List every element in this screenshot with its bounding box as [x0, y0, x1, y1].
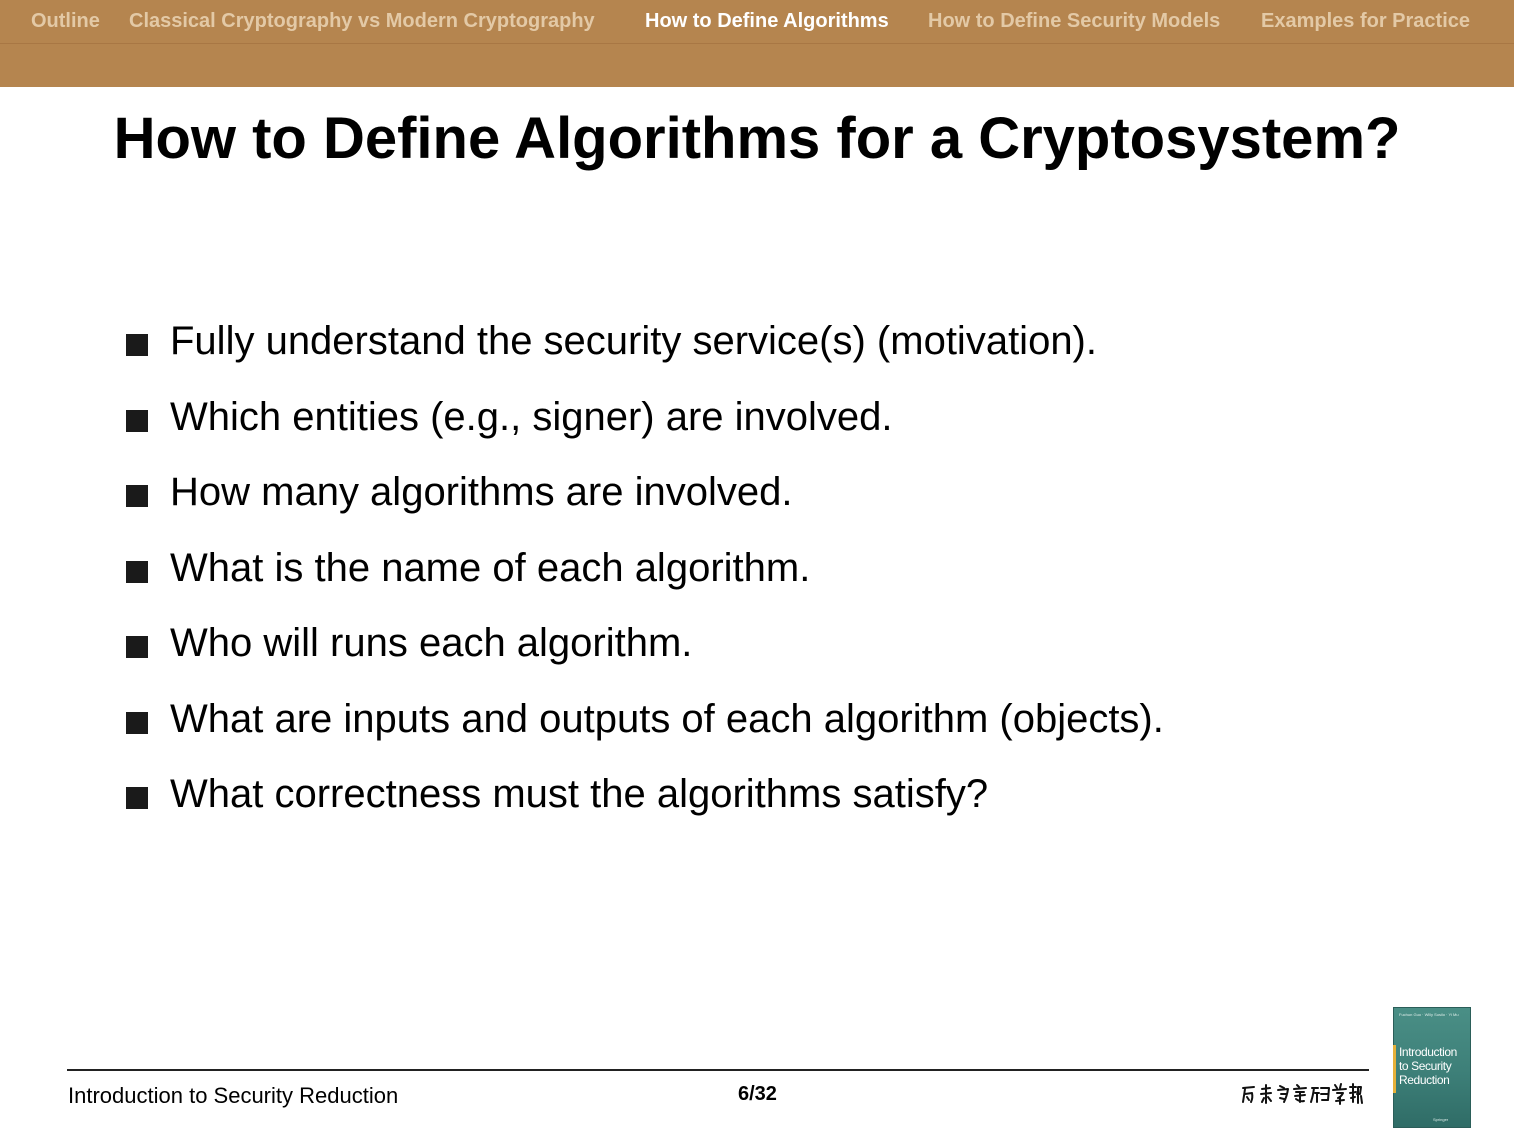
- bullet-item: [126, 386, 1376, 462]
- bullet-text: Which entities (e.g., signer) are involved.: [170, 394, 893, 439]
- journal-calligraphy-logo: [1240, 1080, 1364, 1108]
- footer-divider: [67, 1069, 1369, 1071]
- bullet-text: Fully understand the security service(s) (motivation).: [170, 319, 1097, 363]
- bullet-text: Who will runs each algorithm.: [170, 621, 693, 665]
- bullet-list: [126, 310, 1376, 839]
- bullet-square-icon: [126, 410, 148, 432]
- bullet-item: [126, 310, 1376, 386]
- bullet-text: What is the name of each algorithm.: [170, 545, 811, 590]
- bullet-text: How many algorithms are involved.: [170, 470, 793, 514]
- nav-item-classical-vs-modern[interactable]: Classical Cryptography vs Modern Cryptography: [129, 10, 595, 32]
- bullet-square-icon: [126, 561, 148, 583]
- bullet-square-icon: [126, 712, 148, 734]
- bullet-square-icon: [126, 334, 148, 356]
- bullet-item: [126, 688, 1376, 764]
- book-cover-authors: Fuchun Guo · Willy Susilo · Yi Mu: [1399, 1012, 1459, 1017]
- nav-item-outline[interactable]: Outline: [31, 10, 100, 32]
- bullet-item: [126, 612, 1376, 688]
- bullet-text: What are inputs and outputs of each algorithm (objects).: [170, 696, 1164, 741]
- bullet-item: [126, 763, 1376, 839]
- bullet-item: [126, 537, 1376, 613]
- book-cover-thumbnail: [1393, 1007, 1471, 1128]
- navigation-bar: [0, 0, 1514, 87]
- nav-item-examples-for-practice[interactable]: Examples for Practice: [1261, 10, 1470, 32]
- section-navigation-strip: [0, 0, 1514, 44]
- bullet-square-icon: [126, 485, 148, 507]
- bullet-square-icon: [126, 636, 148, 658]
- page-number: 6/32: [738, 1083, 777, 1105]
- bullet-square-icon: [126, 787, 148, 809]
- slide-title: How to Define Algorithms for a Cryptosystem?: [113, 106, 1401, 171]
- nav-item-define-security-models[interactable]: How to Define Security Models: [928, 10, 1221, 32]
- book-cover-publisher: Springer: [1433, 1117, 1449, 1122]
- book-cover-title: Introduction to Security Reduction: [1399, 1045, 1457, 1087]
- nav-item-define-algorithms[interactable]: How to Define Algorithms: [645, 10, 889, 32]
- bullet-item: [126, 461, 1376, 537]
- footer-course-title: Introduction to Security Reduction: [68, 1083, 399, 1108]
- bullet-text: What correctness must the algorithms satisfy?: [170, 772, 989, 816]
- book-cover-accent-bar: [1393, 1045, 1396, 1093]
